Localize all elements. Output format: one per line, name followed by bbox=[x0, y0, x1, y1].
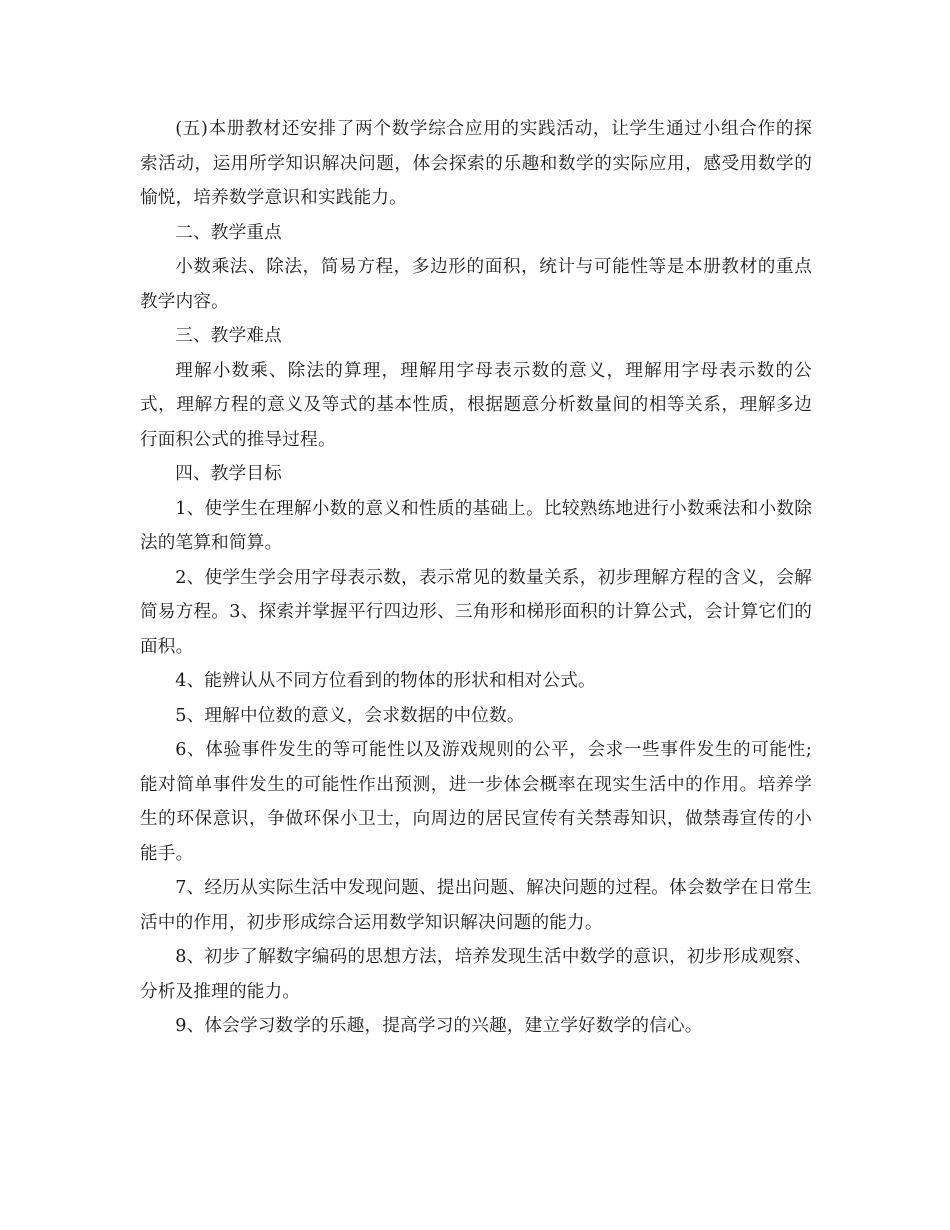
goal-item-4: 4、能辨认从不同方位看到的物体的形状和相对公式。 bbox=[175, 671, 596, 691]
goal-item-8: 8、初步了解数字编码的思想方法，培养发现生活中数学的意识，初步形成观察、分析及推理的能力。 bbox=[140, 947, 812, 1002]
goal-item-9: 9、体会学习数学的乐趣，提高学习的兴趣，建立学好数学的信心。 bbox=[175, 1016, 703, 1036]
paragraph-practice-activities: (五)本册教材还安排了两个数学综合应用的实践活动，让学生通过小组合作的探索活动，运用所学知识解决问题，体会探索的乐趣和数学的实际应用，感受用数学的愉悦，培养数学意识和实践能力。 bbox=[140, 119, 812, 208]
paragraph-teaching-difficulties: 理解小数乘、除法的算理，理解用字母表示数的意义，理解用字母表示数的公式，理解方程的意义及等式的基本性质，根据题意分析数量间的相等关系，理解多边行面积公式的推导过程。 bbox=[140, 360, 812, 450]
goal-item-2-3: 2、使学生学会用字母表示数，表示常见的数量关系，初步理解方程的含义，会解简易方程。3、探索并掌握平行四边形、三角形和梯形面积的计算公式，会计算它们的面积。 bbox=[140, 567, 812, 657]
paragraph-teaching-focus: 小数乘法、除法，简易方程，多边形的面积，统计与可能性等是本册教材的重点教学内容。 bbox=[140, 257, 812, 312]
goal-item-6: 6、体验事件发生的等可能性以及游戏规则的公平，会求一些事件发生的可能性;能对简单事件发生的可能性作出预测，进一步体会概率在现实生活中的作用。培养学生的环保意识，争做环保小卫士，向周边的居民宣传有关禁毒知识，做禁毒宣传的小能手。 bbox=[140, 740, 812, 864]
goal-item-7: 7、经历从实际生活中发现问题、提出问题、解决问题的过程。体会数学在日常生活中的作用，初步形成综合运用数学知识解决问题的能力。 bbox=[140, 878, 812, 933]
heading-teaching-difficulties: 三、教学难点 bbox=[175, 326, 282, 346]
goal-item-5: 5、理解中位数的意义，会求数据的中位数。 bbox=[175, 705, 525, 726]
goal-item-1: 1、使学生在理解小数的意义和性质的基础上。比较熟练地进行小数乘法和小数除法的笔算和简算。 bbox=[140, 498, 812, 553]
document-page bbox=[140, 112, 812, 1044]
heading-teaching-focus: 二、教学重点 bbox=[175, 222, 282, 243]
heading-teaching-goals: 四、教学目标 bbox=[175, 464, 282, 484]
